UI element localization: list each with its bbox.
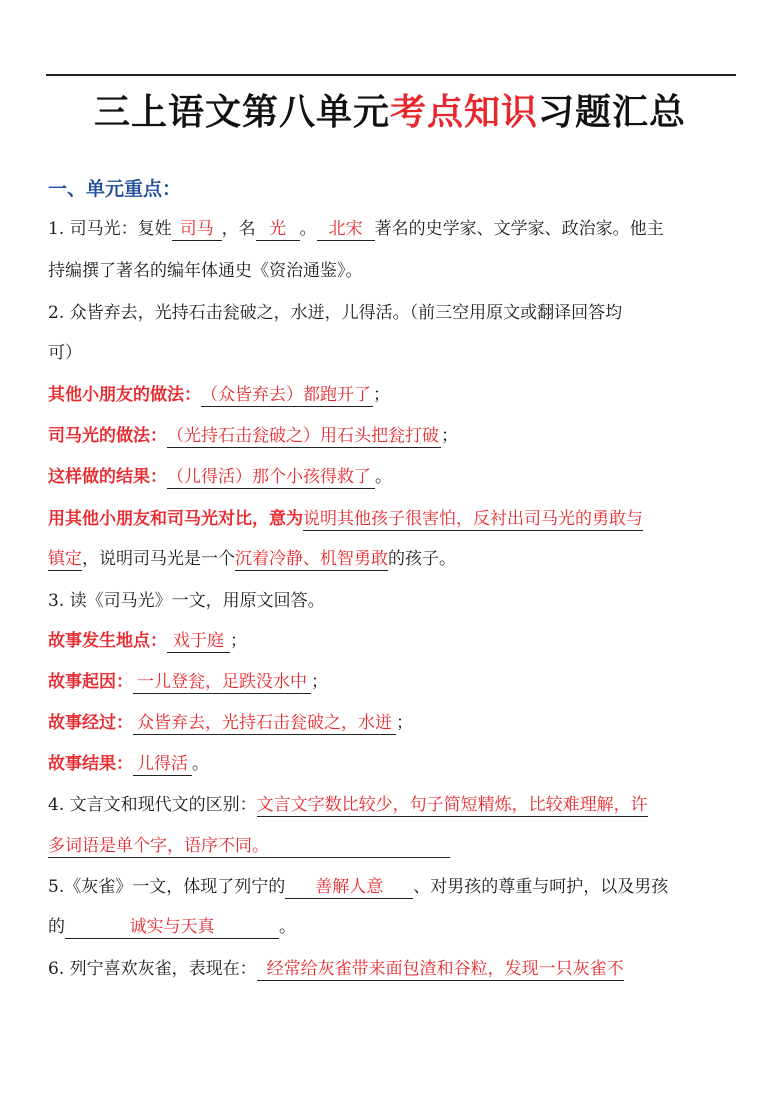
q6-answer: 经常给灰雀带来面包渣和谷粒，发现一只灰雀不 (257, 958, 624, 981)
q3-line1: 3. 读《司马光》一文，用原文回答。 (48, 591, 325, 611)
q2-item-result: 这样做的结果：（儿得活）那个小孩得救了 。 (48, 467, 392, 487)
q1-answer-surname: 司马 (172, 218, 222, 241)
q3-item-process: 故事经过： 众皆弃去，光持石击瓮破之，水迸 ； (48, 713, 413, 733)
q2-line1: 2. 众皆弃去，光持石击瓮破之，水迸，儿得活。（前三空用原文或翻译回答均 (48, 303, 623, 323)
q4-answer-part2: 多词语是单个字，语序不同。 (48, 835, 450, 858)
q5-answer-1: 善解人意 (285, 876, 413, 899)
q4-answer-part1: 文言文字数比较少，句子简短精炼，比较难理解，许 (256, 795, 648, 815)
q1-answer-name: 光 (256, 218, 300, 241)
q5-line2: 的 诚实与天真 。 (48, 917, 296, 937)
q2-item-simaguang: 司马光的做法：（光持石击瓮破之）用石头把瓮打破 ； (48, 426, 458, 446)
q4-line1: 4. 文言文和现代文的区别：文言文字数比较少，句子简短精炼，比较难理解，许 (48, 795, 648, 815)
q4-line2 (48, 833, 450, 859)
top-rule (46, 74, 736, 76)
q1-answer-dynasty: 北宋 (317, 218, 375, 241)
q1-line1: 1. 司马光：复姓 司马 ，名 光 。 北宋 著名的史学家、文学家、政治家。他主 (48, 219, 664, 239)
q2-item-others: 其他小朋友的做法：（众皆弃去）都跑开了 ； (48, 385, 390, 405)
q6-line1: 6. 列宁喜欢灰雀，表现在： 经常给灰雀带来面包渣和谷粒，发现一只灰雀不 (48, 959, 624, 979)
q5-line1: 5.《灰雀》一文，体现了列宁的 善解人意 、对男孩的尊重与呵护，以及男孩 (48, 877, 669, 897)
q2-compare-line1: 用其他小朋友和司马光对比，意为说明其他孩子很害怕，反衬出司马光的勇敢与 (48, 509, 643, 529)
q3-item-place: 故事发生地点： 戏于庭 ； (48, 631, 247, 651)
q1-line2: 持编撰了著名的编年体通史《资治通鉴》。 (48, 261, 363, 281)
q2-line2: 可） (48, 343, 82, 363)
section-heading: 一、单元重点： (48, 178, 182, 200)
q5-answer-2: 诚实与天真 (65, 916, 279, 939)
q3-item-result: 故事结果： 儿得活 。 (48, 754, 209, 774)
q3-item-cause: 故事起因： 一儿登瓮，足跌没水中 ； (48, 672, 328, 692)
q2-compare-line2: 镇定，说明司马光是一个沉着冷静、机智勇敢的孩子。 (48, 549, 456, 569)
page-title: 三上语文第八单元考点知识习题汇总 (93, 92, 687, 133)
